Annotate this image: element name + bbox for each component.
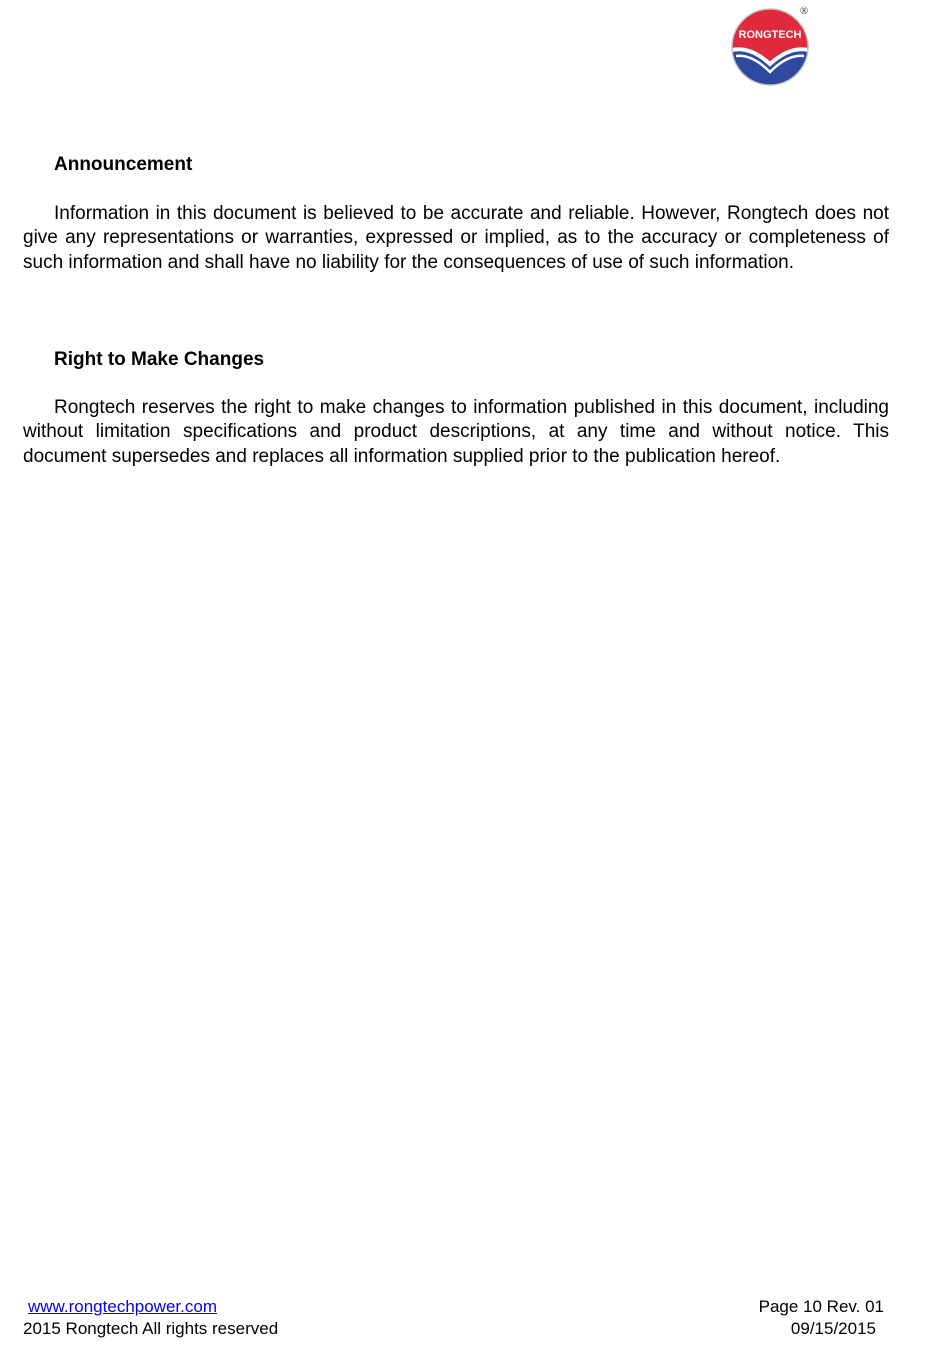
announcement-heading: Announcement [54,154,193,175]
announcement-body: Information in this document is believed to be accurate and reliable. However, Rongtech does not give any representations or warranties, expressed or implied, as to the accuracy or completeness of such information and shall have no liability for the consequences of use of such information. [23,203,889,273]
registered-mark: ® [799,5,809,17]
page-info: Page 10 Rev. 01 [758,1297,884,1316]
document-date: 09/15/2015 [790,1319,876,1338]
website-link[interactable]: www.rongtechpower.com [28,1297,217,1316]
copyright-text: 2015 Rongtech All rights reserved [23,1319,279,1338]
rongtech-logo [726,0,816,90]
right-to-make-changes-heading: Right to Make Changes [54,349,265,370]
logo-text: RONGTECH [738,29,802,41]
right-to-make-changes-body: Rongtech reserves the right to make changes to information published in this document, including without limitation specifications and product descriptions, at any time and without notice. This document supersedes and replaces all information supplied prior to the publication hereof. [23,397,889,467]
